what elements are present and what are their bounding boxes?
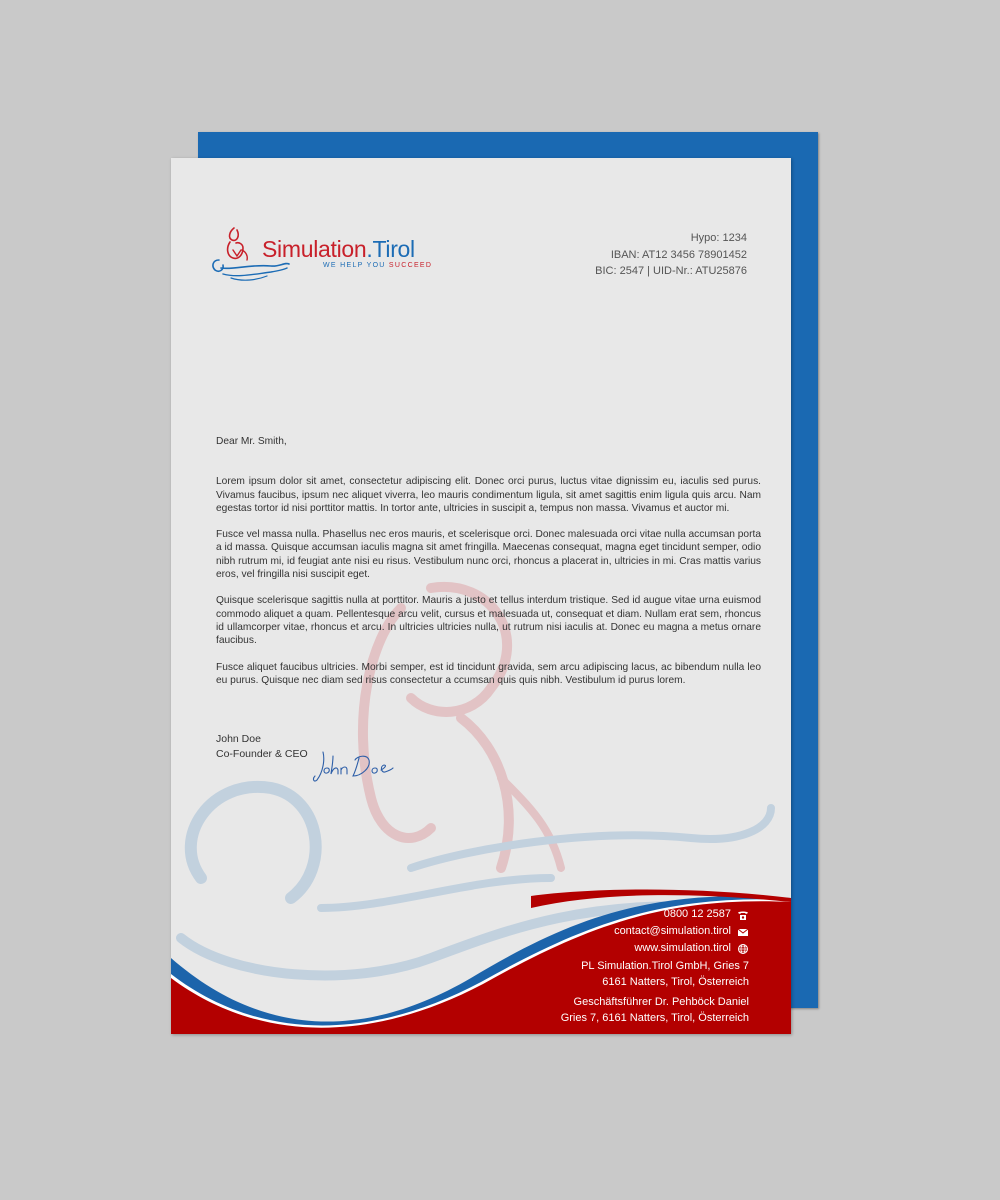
paragraph-2: Fusce vel massa nulla. Phasellus nec eros mauris, et scelerisque orci. Donec malesuada orci vitae nulla accumsan porta a id massa. Quisque accumsan iaculis magna sit amet fringilla. Maecenas consequat, magna eget tincidunt semper, odio nibh rutrum mi, id feugiat ante nisi eu risus. Vestibulum nunc orci, rhoncus a placerat in, ultricies in mi. Cras mattis varius eros, vel fringilla nisi suscipit eget. [216,529,761,581]
contact-phone: 0800 12 2587 [561,906,749,923]
bank-hypo: Hypo: 1234 [690,232,747,244]
paragraph-3: Quisque scelerisque sagittis nulla at porttitor. Mauris a justo et tellus interdum tristique. Sed id augue vitae urna euismod commodo aliquet a quam. Pellentesque arcu velit, cursus et malesuada ut, consequat et diam. Nullam erat sem, rhoncus id ullamcorper vitae, rhoncus et arcu. In ultricies ultricies nulla, ut rutrum nisi iaculis at. Donec eu magna a metus ornare faucibus. [216,595,761,647]
signer-title: Co-Founder & CEO [216,748,308,760]
managing-director: Geschäftsführer Dr. Pehböck Daniel Gries 7, 6161 Natters, Tirol, Österreich [560,996,749,1024]
envelope-icon [737,926,749,938]
globe-icon [737,943,749,955]
bank-info [595,230,747,280]
logo-tagline: WE HELP YOU SUCCEED [323,262,433,269]
bank-bic-uid: BIC: 2547 | UID-Nr.: ATU25876 [595,265,747,277]
paragraph-4: Fusce aliquet faucibus ultricies. Morbi semper, est id tincidunt gravida, sem arcu adipiscing lacus, ac bibendum nulla leo eu purus. Quisque nec diam sed risus consectetur a ccumsan quis quis nibh. Vestibulum id purus lorem. [216,661,761,686]
telephone-icon [737,909,749,921]
company-address: PL Simulation.Tirol GmbH, Gries 7 6161 Natters, Tirol, Österreich [581,960,749,988]
greeting: Dear Mr. Smith, [216,436,287,447]
contact-website[interactable]: www.simulation.tirol [561,940,749,957]
bank-iban: IBAN: AT12 3456 78901452 [610,248,747,261]
letter-body [216,435,761,700]
paragraph-1: Lorem ipsum dolor sit amet, consectetur adipiscing elit. Donec orci purus, luctus vitae dignissim eu, iaculis sed purus. Vivamus faucibus, ipsum nec aliquet viverra, leo mauris condimentum ligula, sit amet sagittis enim ligula quis arcu. Nam egestas tortor id nisi porttitor mattis. In tortor ante, ultricies in suscipit a, tempus non massa. Vivamus et auctor mi. [216,476,761,514]
signer-name: John Doe [216,733,261,745]
signature-block [216,732,308,762]
contact-email[interactable]: contact@simulation.tirol [561,923,749,940]
letterhead-sheet [171,158,791,1034]
logo-wordmark: Simulation.Tirol [262,236,415,262]
footer-contact [561,906,749,1026]
company-logo [211,224,441,286]
handwritten-signature-icon [311,746,406,786]
